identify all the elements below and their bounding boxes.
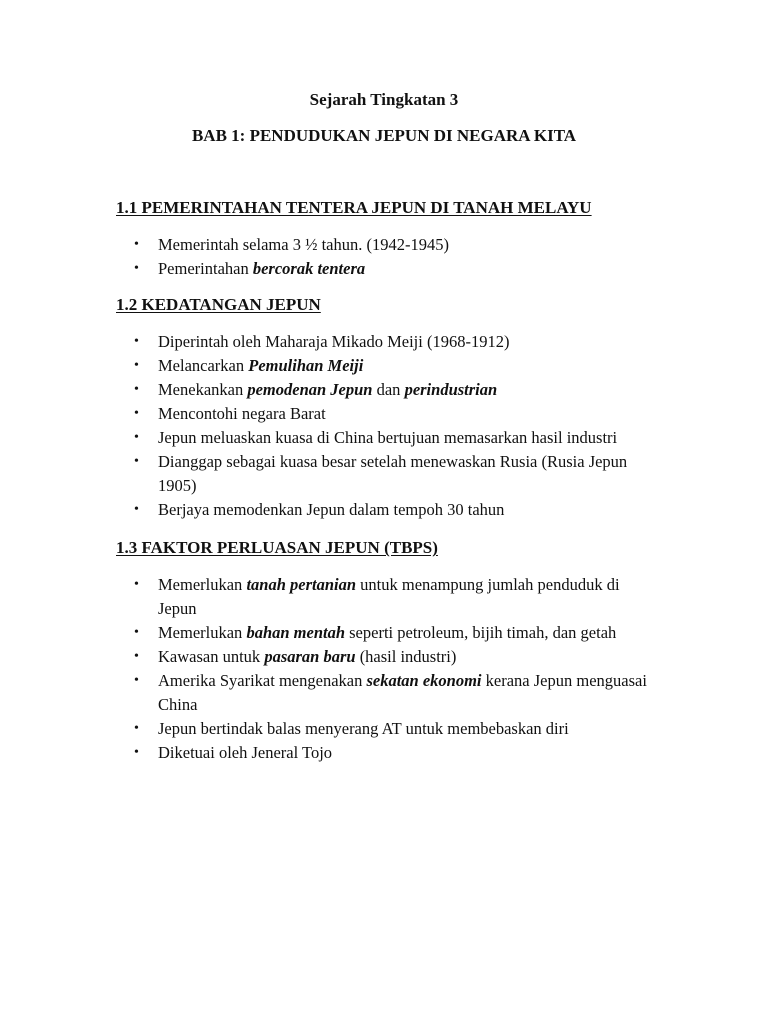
list-item [130, 717, 660, 741]
list-item-text: Diketuai oleh Jeneral Tojo [158, 743, 333, 762]
list-item [130, 645, 660, 669]
list-item-text: Memerintah selama 3 ½ tahun. (1942-1945) [158, 235, 449, 254]
list-item-text: Kawasan untuk [158, 647, 265, 666]
emphasized-text: sekatan ekonomi [366, 671, 482, 690]
document-title: Sejarah Tingkatan 3 [309, 90, 459, 109]
list-item-text: Amerika Syarikat mengenakan [158, 671, 367, 690]
list-item-text: Jepun meluaskan kuasa di China bertujuan memasarkan hasil industri [158, 428, 618, 447]
section-heading-1-1: 1.1 PEMERINTAHAN TENTERA JEPUN DI TANAH MELAYU [116, 198, 592, 217]
bullet-dot-icon: • [134, 358, 139, 373]
list-item-text: Pemerintahan [158, 259, 253, 278]
list-item-text: Mencontohi negara Barat [158, 404, 326, 423]
emphasized-text: Pemulihan Meiji [248, 356, 364, 375]
list-item-text: kerana Jepun menguasai China [158, 671, 647, 714]
bullet-dot-icon: • [134, 577, 139, 592]
emphasized-text: bercorak tentera [252, 259, 366, 278]
list-item [130, 498, 660, 522]
bullet-dot-icon: • [134, 673, 139, 688]
list-item [130, 257, 660, 281]
bullet-dot-icon: • [134, 382, 139, 397]
list-item-text: untuk menampung jumlah penduduk di Jepun [158, 575, 620, 618]
chapter-title: BAB 1: PENDUDUKAN JEPUN DI NEGARA KITA [191, 126, 577, 145]
list-item-text: Berjaya memodenkan Jepun dalam tempoh 30 tahun [158, 500, 505, 519]
emphasized-text: pasaran baru [264, 647, 356, 666]
list-item [130, 669, 660, 717]
list-item [130, 573, 660, 621]
list-item [130, 378, 660, 402]
bullet-dot-icon: • [134, 261, 139, 276]
list-item [130, 450, 660, 498]
bullet-dot-icon: • [134, 721, 139, 736]
list-item [130, 354, 660, 378]
emphasized-text: tanah pertanian [246, 575, 357, 594]
bullet-dot-icon: • [134, 237, 139, 252]
list-item-text: Menekankan [158, 380, 248, 399]
bullet-dot-icon: • [134, 745, 139, 760]
bullet-dot-icon: • [134, 334, 139, 349]
bullet-list-1-1 [130, 233, 660, 281]
bullet-dot-icon: • [134, 649, 139, 664]
list-item-text: Dianggap sebagai kuasa besar setelah menewaskan Rusia (Rusia Jepun 1905) [158, 452, 628, 495]
list-item [130, 330, 660, 354]
bullet-list-1-3 [130, 573, 660, 765]
list-item-text: Jepun bertindak balas menyerang AT untuk membebaskan diri [158, 719, 569, 738]
bullet-dot-icon: • [134, 625, 139, 640]
list-item-text: Memerlukan [158, 575, 247, 594]
bullet-dot-icon: • [134, 430, 139, 445]
list-item [130, 426, 660, 450]
list-item-text: Diperintah oleh Maharaja Mikado Meiji (1968-1912) [158, 332, 510, 351]
list-item [130, 621, 660, 645]
bullet-dot-icon: • [134, 502, 139, 517]
section-heading-1-3: 1.3 FAKTOR PERLUASAN JEPUN (TBPS) [116, 538, 438, 557]
emphasized-text: pemodenan Jepun [247, 380, 373, 399]
list-item-text: (hasil industri) [355, 647, 457, 666]
section-heading-1-2: 1.2 KEDATANGAN JEPUN [116, 295, 321, 314]
emphasized-text: bahan mentah [246, 623, 346, 642]
list-item-text: seperti petroleum, bijih timah, dan getah [345, 623, 617, 642]
bullet-list-1-2 [130, 330, 660, 522]
list-item [130, 741, 660, 765]
list-item [130, 402, 660, 426]
bullet-dot-icon: • [134, 454, 139, 469]
list-item [130, 233, 660, 257]
list-item-text: dan [372, 380, 405, 399]
list-item-text: Memerlukan [158, 623, 247, 642]
bullet-dot-icon: • [134, 406, 139, 421]
emphasized-text: perindustrian [404, 380, 498, 399]
list-item-text: Melancarkan [158, 356, 249, 375]
